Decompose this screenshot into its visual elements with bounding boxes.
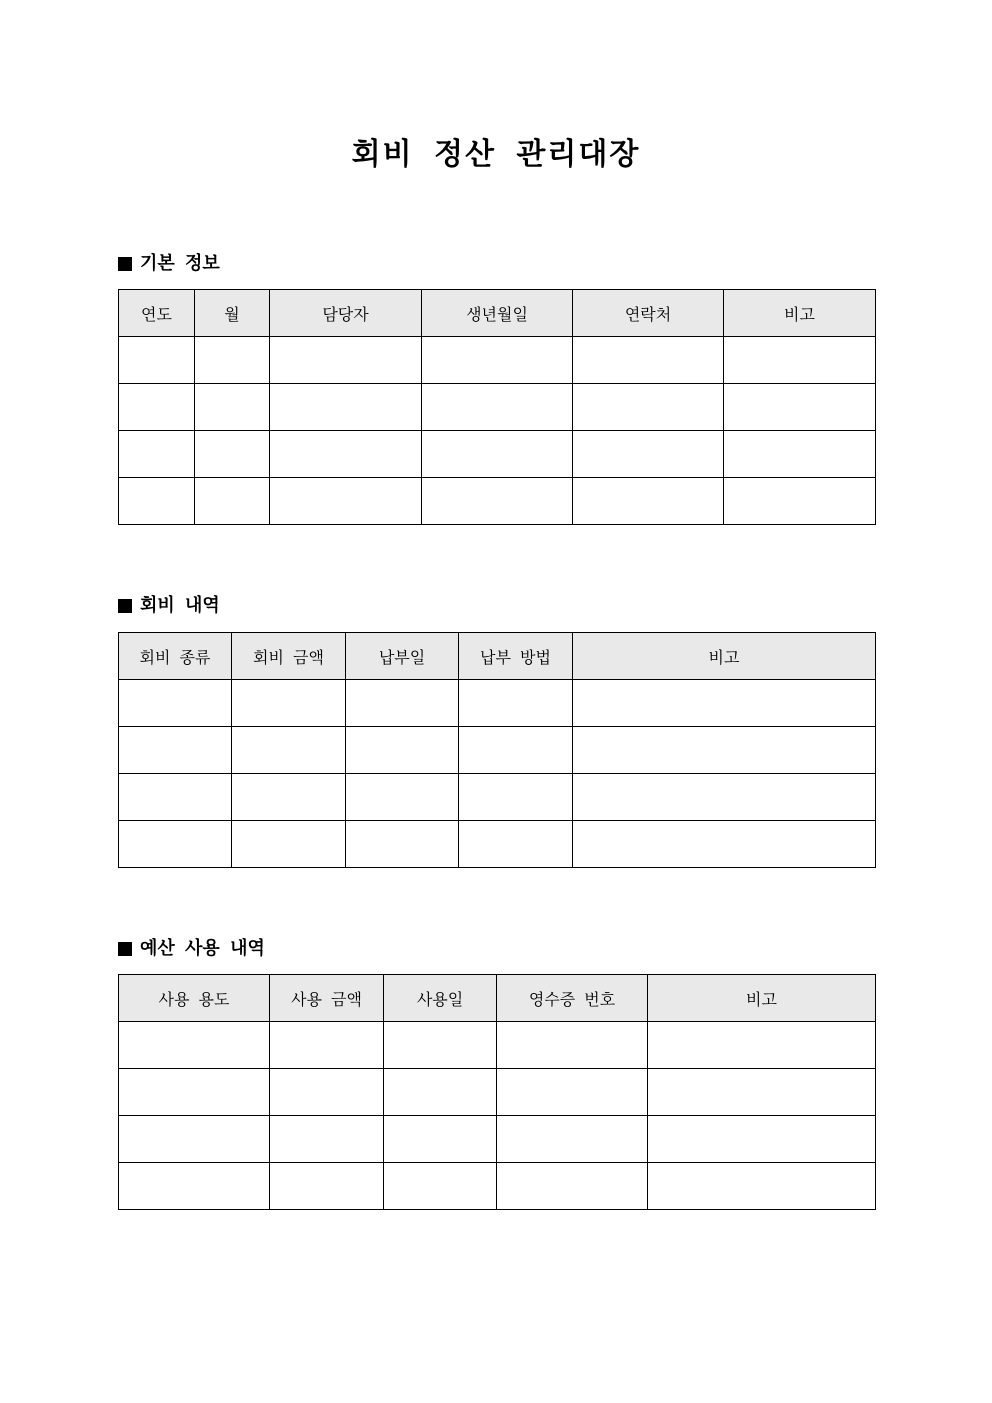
table-header-row (119, 290, 876, 337)
table-row (119, 774, 876, 821)
table-cell[interactable] (648, 1116, 876, 1163)
table-cell[interactable] (724, 384, 876, 431)
table-cell[interactable] (648, 1069, 876, 1116)
table-cell[interactable] (346, 821, 459, 868)
black-square-icon (118, 599, 132, 613)
column-header-receipt-number: 영수증 번호 (497, 975, 648, 1022)
table-cell[interactable] (270, 337, 422, 384)
table-cell[interactable] (497, 1069, 648, 1116)
column-header-remarks: 비고 (724, 290, 876, 337)
table-cell[interactable] (119, 727, 232, 774)
table-cell[interactable] (232, 727, 346, 774)
table-cell[interactable] (270, 478, 422, 525)
table-cell[interactable] (497, 1116, 648, 1163)
table-cell[interactable] (119, 1022, 270, 1069)
section-heading-label: 기본 정보 (140, 253, 220, 274)
table-cell[interactable] (497, 1022, 648, 1069)
black-square-icon (118, 257, 132, 271)
table-cell[interactable] (195, 431, 270, 478)
section-heading-basic-info (118, 252, 220, 276)
table-cell[interactable] (119, 680, 232, 727)
table-row (119, 680, 876, 727)
table-cell[interactable] (459, 774, 573, 821)
budget-usage-table (118, 974, 876, 1210)
column-header-remarks: 비고 (573, 633, 876, 680)
table-cell[interactable] (119, 478, 195, 525)
column-header-contact: 연락처 (573, 290, 724, 337)
table-cell[interactable] (459, 680, 573, 727)
table-row (119, 1116, 876, 1163)
table-cell[interactable] (195, 478, 270, 525)
column-header-remarks: 비고 (648, 975, 876, 1022)
table-cell[interactable] (270, 1022, 384, 1069)
table-cell[interactable] (648, 1022, 876, 1069)
table-cell[interactable] (724, 478, 876, 525)
table-cell[interactable] (119, 821, 232, 868)
table-cell[interactable] (119, 384, 195, 431)
fee-history-table (118, 632, 876, 868)
table-cell[interactable] (573, 478, 724, 525)
table-cell[interactable] (573, 774, 876, 821)
table-cell[interactable] (459, 821, 573, 868)
table-cell[interactable] (232, 821, 346, 868)
column-header-payment-method: 납부 방법 (459, 633, 573, 680)
table-cell[interactable] (384, 1163, 497, 1210)
column-header-birthdate: 생년월일 (422, 290, 573, 337)
table-cell[interactable] (724, 337, 876, 384)
table-cell[interactable] (422, 431, 573, 478)
column-header-usage-purpose: 사용 용도 (119, 975, 270, 1022)
table-cell[interactable] (384, 1022, 497, 1069)
section-heading-label: 회비 내역 (140, 595, 220, 616)
table-cell[interactable] (724, 431, 876, 478)
table-cell[interactable] (648, 1163, 876, 1210)
table-cell[interactable] (346, 727, 459, 774)
basic-info-table (118, 289, 876, 525)
table-header-row (119, 975, 876, 1022)
table-cell[interactable] (119, 1116, 270, 1163)
column-header-manager: 담당자 (270, 290, 422, 337)
table-cell[interactable] (497, 1163, 648, 1210)
table-cell[interactable] (119, 431, 195, 478)
table-row (119, 821, 876, 868)
section-heading-fee-history (118, 594, 220, 618)
table-cell[interactable] (270, 431, 422, 478)
table-row (119, 1163, 876, 1210)
section-heading-label: 예산 사용 내역 (140, 938, 265, 959)
table-row (119, 431, 876, 478)
table-cell[interactable] (573, 680, 876, 727)
table-cell[interactable] (270, 1116, 384, 1163)
table-cell[interactable] (119, 774, 232, 821)
column-header-usage-date: 사용일 (384, 975, 497, 1022)
table-row (119, 1069, 876, 1116)
table-cell[interactable] (573, 727, 876, 774)
table-cell[interactable] (384, 1069, 497, 1116)
section-heading-budget-usage (118, 937, 265, 961)
table-cell[interactable] (119, 1163, 270, 1210)
table-cell[interactable] (573, 821, 876, 868)
table-cell[interactable] (270, 1069, 384, 1116)
table-cell[interactable] (422, 337, 573, 384)
table-cell[interactable] (346, 680, 459, 727)
column-header-payment-date: 납부일 (346, 633, 459, 680)
table-cell[interactable] (232, 774, 346, 821)
table-cell[interactable] (573, 431, 724, 478)
table-cell[interactable] (195, 384, 270, 431)
table-cell[interactable] (232, 680, 346, 727)
column-header-year: 연도 (119, 290, 195, 337)
table-row (119, 1022, 876, 1069)
table-cell[interactable] (270, 384, 422, 431)
table-cell[interactable] (195, 337, 270, 384)
table-cell[interactable] (119, 1069, 270, 1116)
table-cell[interactable] (422, 478, 573, 525)
table-cell[interactable] (346, 774, 459, 821)
table-row (119, 478, 876, 525)
column-header-fee-amount: 회비 금액 (232, 633, 346, 680)
column-header-usage-amount: 사용 금액 (270, 975, 384, 1022)
table-cell[interactable] (422, 384, 573, 431)
table-cell[interactable] (459, 727, 573, 774)
table-cell[interactable] (270, 1163, 384, 1210)
table-cell[interactable] (119, 337, 195, 384)
table-row (119, 337, 876, 384)
table-cell[interactable] (573, 384, 724, 431)
table-cell[interactable] (573, 337, 724, 384)
table-header-row (119, 633, 876, 680)
table-row (119, 727, 876, 774)
table-row (119, 384, 876, 431)
column-header-fee-type: 회비 종류 (119, 633, 232, 680)
column-header-month: 월 (195, 290, 270, 337)
table-cell[interactable] (384, 1116, 497, 1163)
black-square-icon (118, 942, 132, 956)
page-title: 회비 정산 관리대장 (351, 137, 641, 172)
